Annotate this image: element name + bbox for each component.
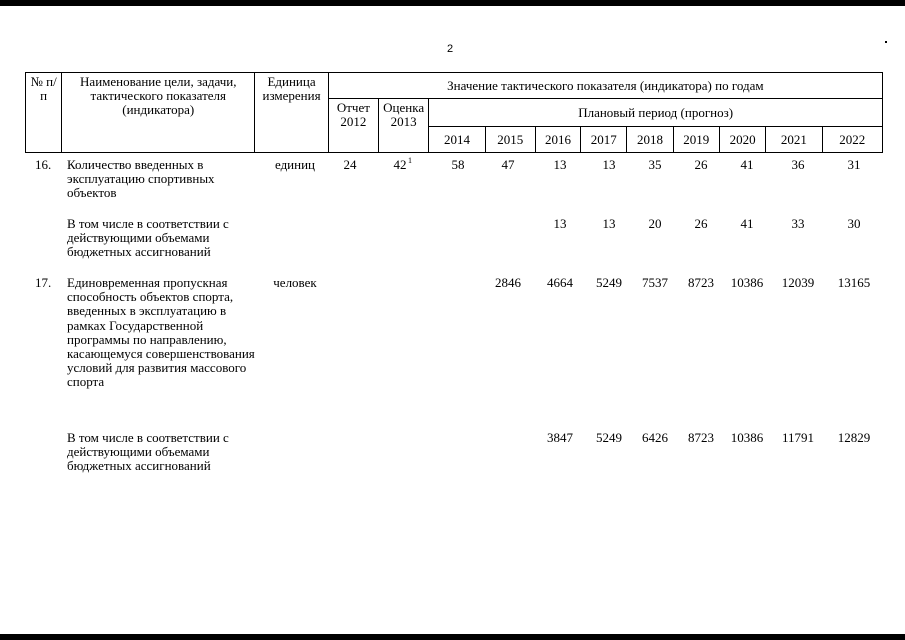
row-value-year: 41 — [740, 216, 754, 231]
row-value-year: 2846 — [495, 275, 521, 290]
row-value-year: 33 — [791, 216, 805, 231]
row-value-year: 8723 — [688, 275, 714, 290]
header-year: 2019 — [673, 127, 719, 153]
row-value-year: 5249 — [596, 430, 622, 445]
row-value-year: 11791 — [781, 430, 815, 445]
indicator-table-header — [25, 72, 883, 153]
row-value-year: 47 — [501, 157, 515, 172]
header-plan-period: Плановый период (прогноз) — [429, 99, 883, 127]
header-year: 2018 — [627, 127, 673, 153]
row-value-year: 8723 — [688, 430, 714, 445]
header-year: 2014 — [429, 127, 485, 153]
estimate-year: 2013 — [390, 114, 417, 129]
header-year: 2021 — [766, 127, 822, 153]
report-year: 2012 — [340, 114, 367, 129]
row-value-year: 13 — [553, 157, 567, 172]
row-value-year: 35 — [648, 157, 662, 172]
row-value-year: 58 — [451, 157, 465, 172]
row-number: 17. — [35, 275, 52, 290]
row-value-year: 36 — [791, 157, 805, 172]
row-value-year: 4664 — [547, 275, 573, 290]
row-indicator-name: Количество введенных в эксплуатацию спортивных объектов — [67, 157, 215, 201]
row-value-year: 41 — [740, 157, 754, 172]
row-value-year: 12829 — [837, 430, 871, 445]
header-year: 2016 — [535, 127, 580, 153]
scan-speck — [885, 41, 887, 43]
header-year: 2020 — [719, 127, 765, 153]
header-estimate-2013 — [379, 99, 429, 153]
row-number: 16. — [35, 157, 52, 172]
row-value-year: 26 — [694, 216, 708, 231]
row-indicator-name: В том числе в соответствии с действующими объемами бюджетных ассигнований — [67, 430, 229, 474]
header-report-2012 — [328, 99, 378, 153]
row-value-year: 20 — [648, 216, 662, 231]
row-value-year: 13 — [602, 157, 616, 172]
row-value-year: 13 — [602, 216, 616, 231]
page-number: 2 — [447, 43, 454, 55]
row-value-year: 3847 — [547, 430, 573, 445]
row-value-year: 31 — [847, 157, 861, 172]
row-unit: единиц — [274, 157, 316, 172]
row-value-year: 12039 — [781, 275, 815, 290]
row-value-2013: 42 — [393, 157, 407, 172]
row-value-year: 13 — [553, 216, 567, 231]
header-year: 2015 — [485, 127, 535, 153]
row-value-year: 10386 — [730, 275, 764, 290]
report-label: Отчет — [336, 100, 370, 115]
header-unit: Единица измерения — [255, 73, 328, 153]
row-value-year: 6426 — [642, 430, 668, 445]
header-name: Наименование цели, задачи, тактического показателя (индикатора) — [62, 73, 255, 153]
row-value-year: 13165 — [837, 275, 871, 290]
row-value-year: 10386 — [730, 430, 764, 445]
header-year: 2017 — [581, 127, 627, 153]
row-value-year: 26 — [694, 157, 708, 172]
row-unit: человек — [273, 275, 317, 290]
row-value-2012: 24 — [343, 157, 357, 172]
header-year: 2022 — [822, 127, 882, 153]
row-value-year: 7537 — [642, 275, 668, 290]
header-num: № п/п — [26, 73, 62, 153]
header-values-by-year: Значение тактического показателя (индикатора) по годам — [328, 73, 882, 99]
page-bottom-border — [0, 634, 905, 640]
row-value-year: 5249 — [596, 275, 622, 290]
page-top-border — [0, 0, 905, 6]
estimate-label: Оценка — [383, 100, 425, 115]
row-indicator-name: Единовременная пропускная способность объектов спорта, введенных в эксплуатацию в рамках Государственной программы по направлению, касающемуся совершенствования условий для развития массового спорта — [67, 275, 255, 390]
row-value-year: 30 — [847, 216, 861, 231]
row-indicator-name: В том числе в соответствии с действующими объемами бюджетных ассигнований — [67, 216, 229, 260]
